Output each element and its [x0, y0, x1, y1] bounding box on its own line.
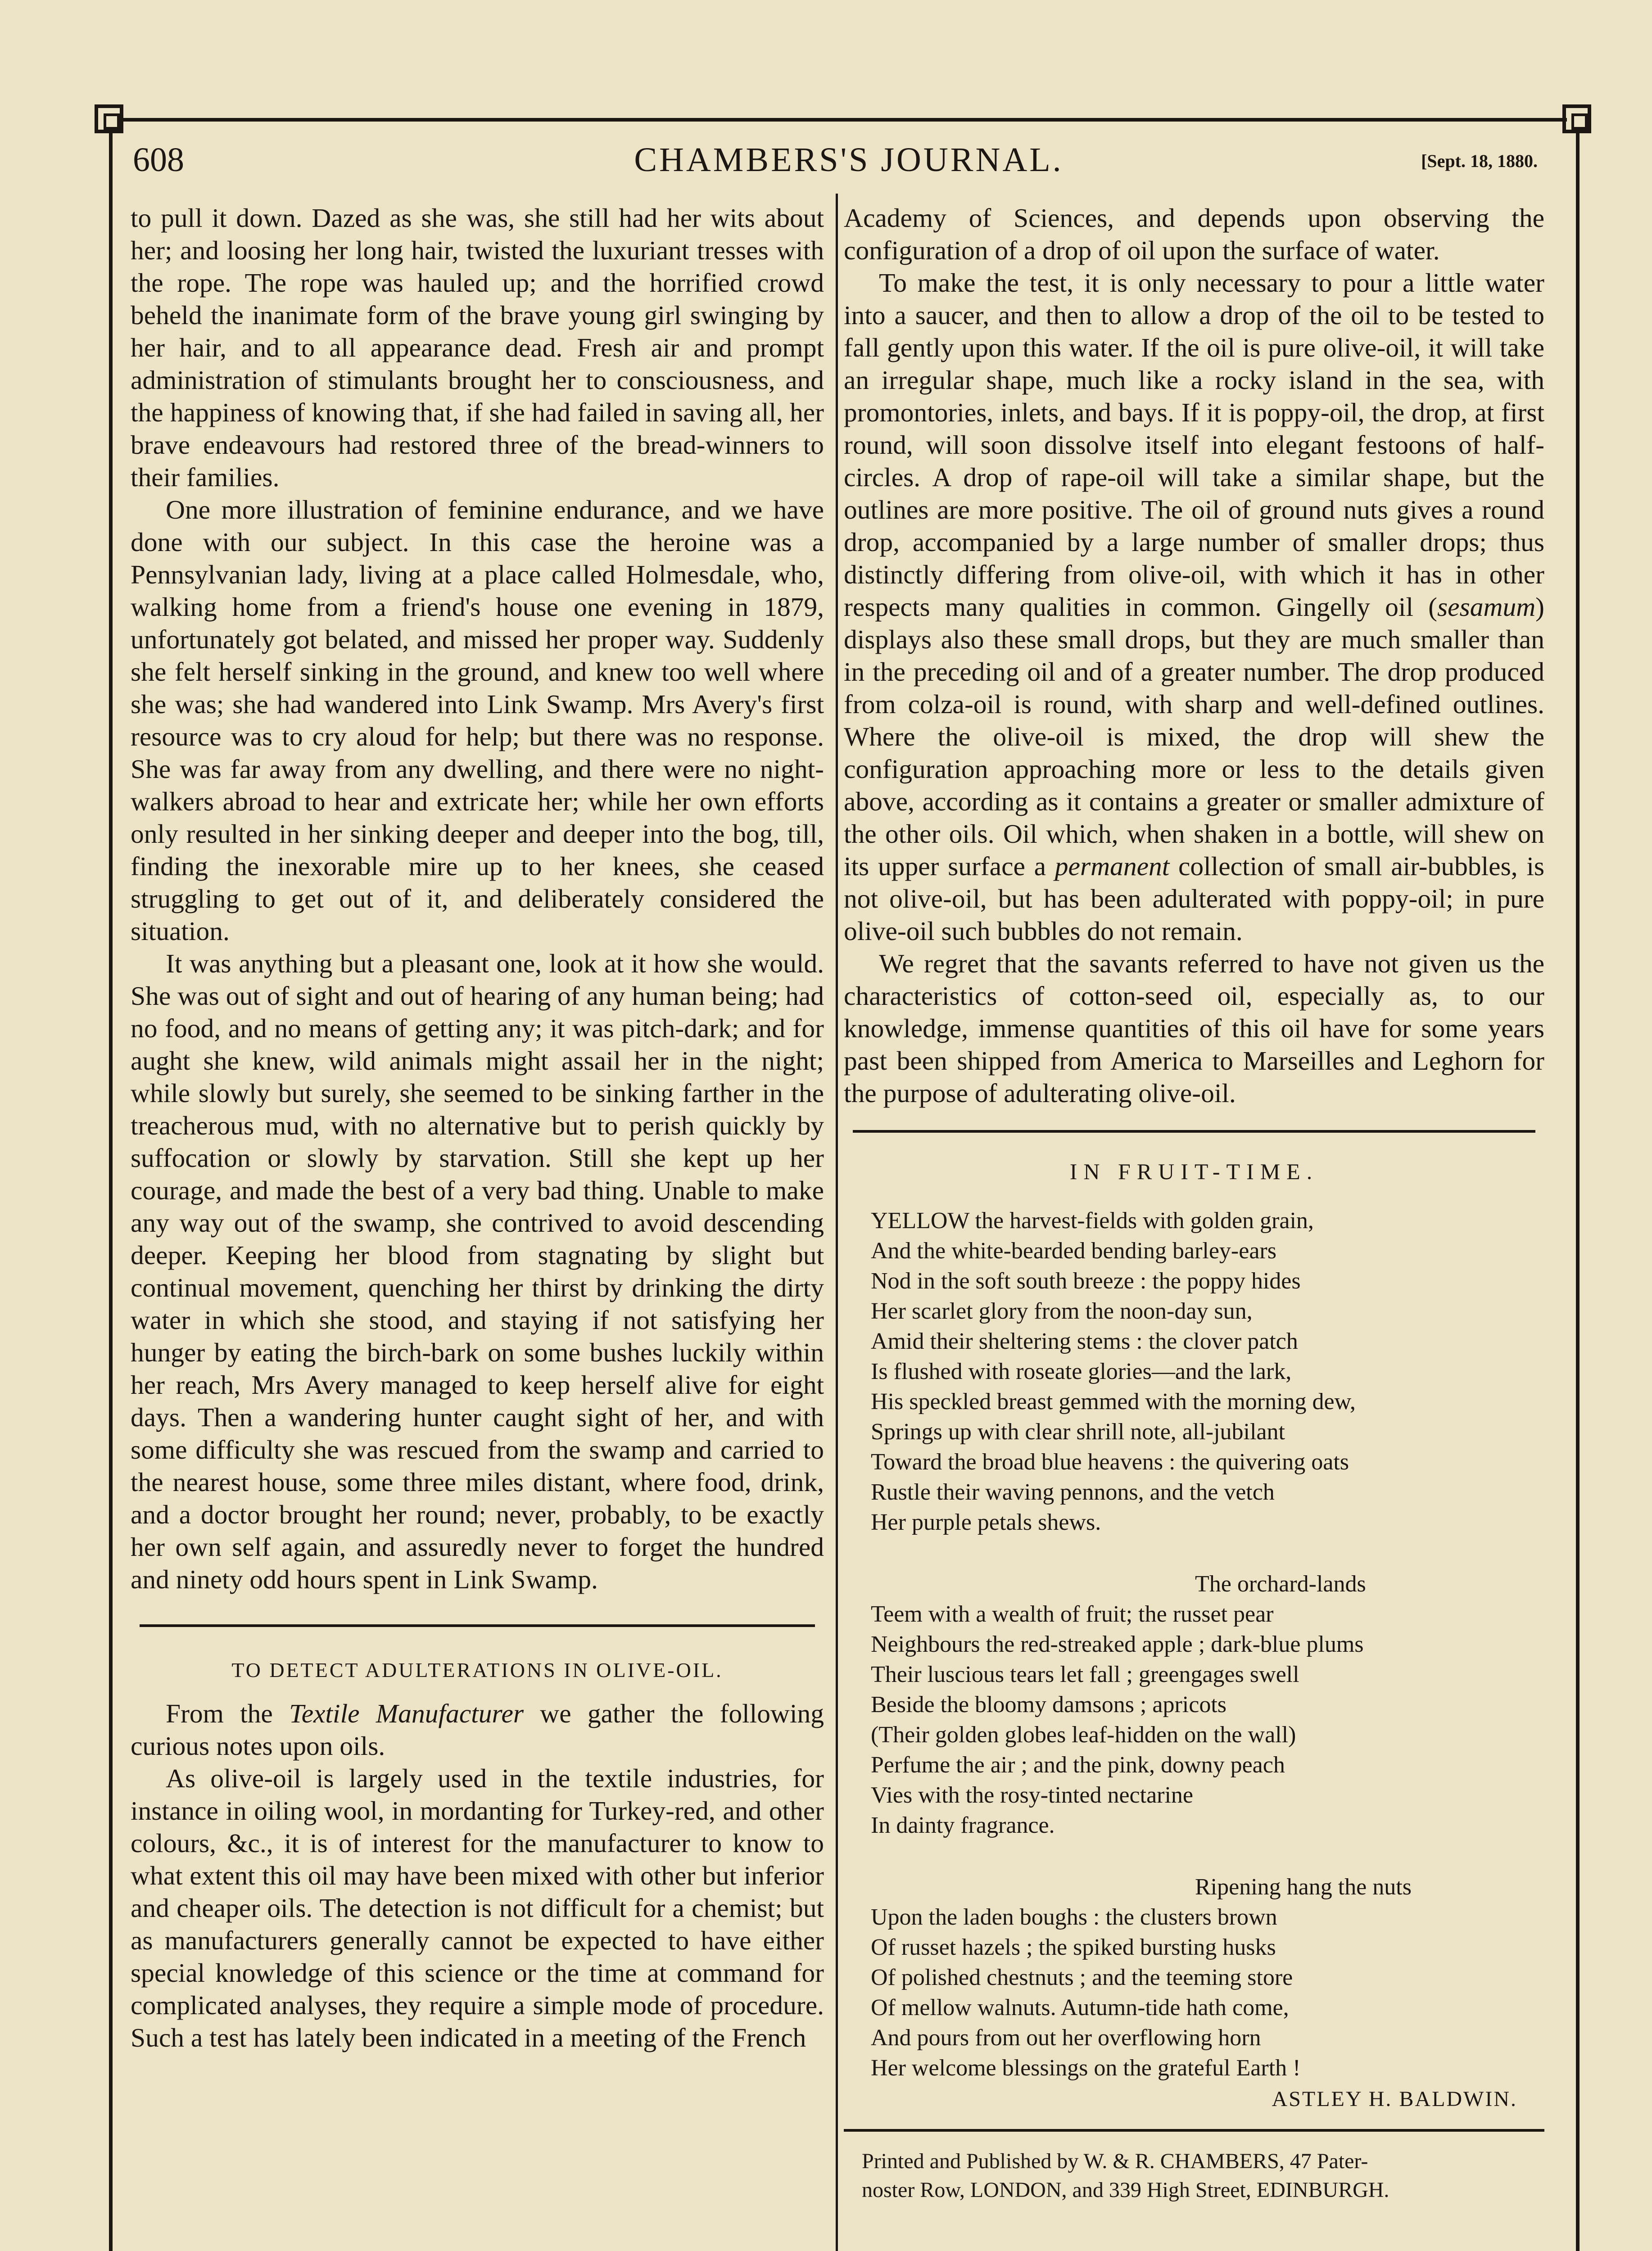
frame-top-rule [122, 118, 1567, 122]
paragraph: We regret that the savants referred to have not given us the characteristics of cotton-seed oil, especially as, to our knowledge, immense quantities of this oil have for some years past been shipped from America to Marseilles and Leghorn for the purpose of adulterating olive-oil. [844, 949, 1544, 1108]
paragraph: It was anything but a pleasant one, look at it how she would. She was out of sight and out of hearing of any human being; had no food, and no means of getting any; it was pitch-dark; and for aught she knew, wild animals might assail her in the night; while slowly but surely, she seemed to be sinking farther in the treacherous mud, with no alternative but to perish quickly by suffocation or slowly by starvation. Still she kept up her courage, and made the best of a very bad thing. Unable to make any way out of the swamp, she contrived to avoid descending deeper. Keeping her blood from stagnating by slight but continual movement, quenching her thirst by drinking the dirty water in which she stood, and staying if not satisfying her hunger by eating the birch-bark on some bushes luckily within her reach, Mrs Avery managed to keep herself alive for eight days. Then a wandering hunter caught sight of her, and with some difficulty she was rescued from the swamp and carried to the nearest house, some three miles distant, where food, drink, and a doctor brought her round; never, probably, to be exactly her own self again, and assuredly never to forget the hundred and ninety odd hours spent in Link Swamp. [131, 949, 824, 1594]
poem-line: Her scarlet glory from the noon-day sun, [871, 1298, 1253, 1324]
left-column [131, 202, 824, 2054]
poem-line: Toward the broad blue heavens : the quivering oats [871, 1449, 1349, 1475]
source-title: Textile Manufacturer [289, 1699, 524, 1728]
poem-line: Neighbours the red-streaked apple ; dark-blue plums [871, 1632, 1364, 1657]
paragraph: Academy of Sciences, and depends upon observing the configuration of a drop of oil upon the surface of water. [844, 203, 1544, 265]
article-intro: From the Textile Manufacturer we gather the following curious notes upon oils. [131, 1699, 824, 1761]
publisher-imprint [844, 2129, 1544, 2205]
poem-line: Amid their sheltering stems : the clover patch [871, 1329, 1298, 1354]
poem-line: Of polished chestnuts ; and the teeming store [871, 1965, 1293, 1990]
poem-line: (Their golden globes leaf-hidden on the wall) [871, 1722, 1296, 1748]
poem-line: Their luscious tears let fall ; greengages swell [871, 1662, 1299, 1687]
journal-title: CHAMBERS'S JOURNAL. [634, 141, 1064, 179]
page-number: 608 [133, 141, 184, 179]
right-column [844, 202, 1544, 2205]
paragraph: One more illustration of feminine endurance, and we have done with our subject. In this case the heroine was a Pennsylvanian lady, living at a place called Holmesdale, who, walking home from a friend's house one evening in 1879, unfortunately got belated, and missed her proper way. Suddenly she felt herself sinking in the ground, and knew too well where she was; she had wandered into Link Swamp. Mrs Avery's first resource was to cry aloud for help; but there was no response. She was far away from any dwelling, and there were no night-walkers abroad to hear and extricate her; while her own efforts only resulted in her sinking deeper and deeper into the bog, till, finding the inexorable mire up to her knees, she ceased struggling to get out of it, and deliberately considered the situation. [131, 495, 824, 946]
paragraph: To make the test, it is only necessary to pour a little water into a saucer, and then to allow a drop of the oil to be tested to fall gently upon this water. If the oil is pure olive-oil, it will take an irregular shape, much like a rocky island in the sea, with promontories, inlets, and bays. If it is poppy-oil, the drop, at first round, will soon dissolve itself into elegant festoons of half-circles. A drop of rape-oil will take a similar shape, but the outlines are more positive. The oil of ground nuts gives a round drop, accompanied by a large number of smaller drops; thus distinctly differing from olive-oil, with which it has in other respects many qualities in common. Gingelly oil (sesamum) displays also these small drops, but they are much smaller than in the preceding oil and of a greater number. The drop produced from colza-oil is round, with sharp and well-defined outlines. Where the olive-oil is mixed, the drop will shew the configuration approaching more or less to the details given above, according as it contains a greater or smaller admixture of the other oils. Oil which, when shaken in a bottle, will shew on its upper surface a permanent collection of small air-bubbles, is not olive-oil, but has been adulterated with poppy-oil; in pure olive-oil such bubbles do not remain. [844, 268, 1545, 946]
article-title: TO DETECT ADULTERATIONS IN OLIVE-OIL. [231, 1659, 723, 1681]
column-divider [836, 194, 838, 2251]
paragraph: As olive-oil is largely used in the textile industries, for instance in oiling wool, in mordanting for Turkey-red, and other colours, &c., it is of interest for the manufacturer to know to what extent this oil may have been mixed with other but inferior and cheaper oils. The detection is not difficult for a chemist; but as manufacturers generally cannot be expected to have either special knowledge of this science or the time at command for complicated analyses, they require a simple mode of procedure. Such a test has lately been indicated in a meeting of the French [131, 1763, 824, 2052]
poem-line: Vies with the rosy-tinted nectarine [871, 1782, 1193, 1808]
poem-line: Beside the bloomy damsons ; apricots [871, 1692, 1227, 1718]
section-rule [853, 1130, 1535, 1133]
poem-line: YELLOW the harvest-fields with golden grain, [871, 1208, 1314, 1234]
poem-line: And pours from out her overflowing horn [871, 2025, 1261, 2051]
frame-left-rule [109, 128, 113, 2251]
poem-line: Her welcome blessings on the grateful Earth ! [871, 2055, 1301, 2081]
running-header [133, 135, 1565, 189]
frame-corner-top-left [95, 104, 123, 133]
poem-line: The orchard-lands [1195, 1571, 1366, 1597]
poem-line: Of russet hazels ; the spiked bursting husks [871, 1935, 1276, 1960]
poem-line: Springs up with clear shrill note, all-jubilant [871, 1419, 1285, 1445]
poem-line: Perfume the air ; and the pink, downy peach [871, 1752, 1285, 1778]
poem-line: Upon the laden boughs : the clusters brown [871, 1904, 1277, 1930]
poem-line: Of mellow walnuts. Autumn-tide hath come, [871, 1995, 1289, 2020]
section-rule [140, 1624, 815, 1627]
stanza-gap [871, 1537, 1544, 1569]
poem [844, 1206, 1544, 2083]
paragraph: to pull it down. Dazed as she was, she still had her wits about her; and loosing her long hair, twisted the luxuriant tresses with the rope. The rope was hauled up; and the horrified crowd beheld the inanimate form of the brave young girl swinging by her hair, and to all appearance dead. Fresh air and prompt administration of stimulants brought her to consciousness, and the happiness of knowing that, if she had failed in saving all, her brave endeavours had restored three of the bread-winners to their families. [131, 203, 824, 492]
stanza-gap [871, 1840, 1544, 1872]
imprint-line: noster Row, LONDON, and 339 High Street, EDINBURGH. [862, 2178, 1389, 2202]
poem-title: IN FRUIT-TIME. [1069, 1159, 1319, 1184]
poem-line: Ripening hang the nuts [1195, 1874, 1412, 1900]
imprint-line: Printed and Published by W. & R. CHAMBERS, 47 Pater- [862, 2149, 1368, 2173]
poem-line: Is flushed with roseate glories—and the lark, [871, 1359, 1292, 1384]
poem-author: ASTLEY H. BALDWIN. [1272, 2087, 1517, 2111]
poem-line: His speckled breast gemmed with the morning dew, [871, 1389, 1356, 1415]
poem-line: Rustle their waving pennons, and the vetch [871, 1479, 1275, 1505]
poem-line: Nod in the soft south breeze : the poppy hides [871, 1268, 1301, 1294]
poem-line: Teem with a wealth of fruit; the russet pear [871, 1601, 1274, 1627]
poem-line: Her purple petals shews. [871, 1510, 1101, 1535]
issue-date: [Sept. 18, 1880. [1421, 151, 1538, 171]
frame-corner-top-right [1562, 104, 1591, 133]
frame-right-rule [1576, 128, 1580, 2251]
poem-line: In dainty fragrance. [871, 1813, 1055, 1838]
poem-line: And the white-bearded bending barley-ears [871, 1238, 1276, 1264]
